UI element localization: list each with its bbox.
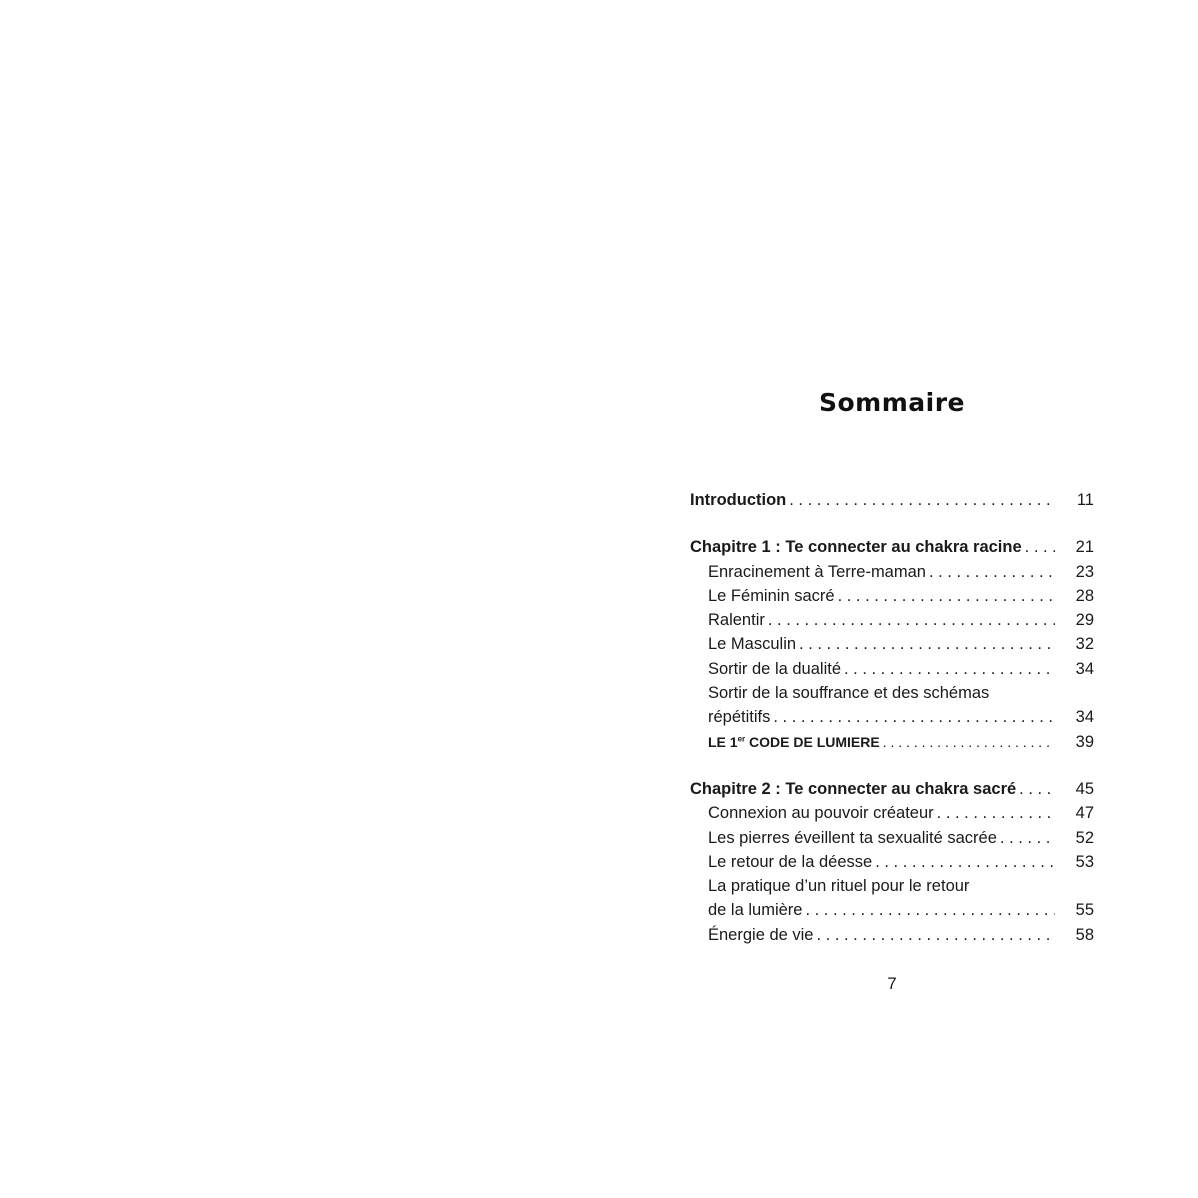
toc-page-number: 11 bbox=[1076, 491, 1094, 509]
dot-leader bbox=[929, 560, 1055, 584]
toc-entry bbox=[690, 801, 1094, 825]
toc-entry-label: Chapitre 1 : Te connecter au chakra racine bbox=[690, 538, 1022, 557]
toc-entry-label: La pratique d’un rituel pour le retour bbox=[708, 877, 970, 896]
toc-entry-label: répétitifs bbox=[708, 708, 771, 727]
dot-leader bbox=[844, 657, 1055, 681]
toc-page-number: 28 bbox=[1075, 586, 1094, 605]
toc-entry-label bbox=[708, 730, 880, 754]
dot-leader bbox=[805, 898, 1055, 922]
toc-entry-label: Enracinement à Terre-maman bbox=[708, 562, 926, 581]
dot-leader bbox=[875, 850, 1055, 874]
toc-entry bbox=[690, 705, 1094, 729]
toc-entry-label: Chapitre 2 : Te connecter au chakra sacré bbox=[690, 779, 1017, 798]
dot-leader bbox=[789, 488, 1055, 512]
dot-leader bbox=[883, 730, 1055, 754]
dot-leader bbox=[1025, 535, 1055, 559]
toc-entry bbox=[690, 560, 1094, 584]
toc-entry-label: Ralentir bbox=[708, 611, 765, 630]
table-of-contents bbox=[690, 488, 1094, 947]
dot-leader bbox=[937, 801, 1055, 825]
toc-chapter-entry bbox=[690, 777, 1094, 801]
section-gap bbox=[690, 754, 1094, 777]
dot-leader bbox=[799, 632, 1055, 656]
toc-entry bbox=[690, 657, 1094, 681]
section-gap bbox=[690, 512, 1094, 535]
toc-entry-label: Le retour de la déesse bbox=[708, 852, 873, 871]
toc-entry-label: de la lumière bbox=[708, 901, 803, 920]
toc-entry-label: Sortir de la souffrance et des schémas bbox=[708, 684, 990, 703]
toc-entry bbox=[690, 826, 1094, 850]
toc-page-number: 47 bbox=[1075, 804, 1094, 823]
toc-entry-label: Le Masculin bbox=[708, 635, 797, 654]
toc-page-number: 23 bbox=[1075, 562, 1094, 581]
toc-page-number: 53 bbox=[1075, 852, 1094, 871]
toc-entry bbox=[690, 874, 1094, 898]
toc-entry-label: Les pierres éveillent ta sexualité sacrée bbox=[708, 828, 997, 847]
toc-entry bbox=[690, 632, 1094, 656]
page-number: 7 bbox=[887, 974, 897, 993]
toc-chapter-entry bbox=[690, 488, 1094, 512]
toc-page-number: 34 bbox=[1075, 708, 1094, 727]
dot-leader bbox=[838, 584, 1055, 608]
dot-leader bbox=[817, 923, 1056, 947]
toc-entry-label: Introduction bbox=[690, 491, 787, 509]
toc-entry-label: Connexion au pouvoir créateur bbox=[708, 804, 934, 823]
toc-entry-label: Énergie de vie bbox=[708, 925, 814, 944]
toc-entry-label: Le Féminin sacré bbox=[708, 586, 835, 605]
toc-entry bbox=[690, 850, 1094, 874]
toc-page-number: 34 bbox=[1075, 659, 1094, 678]
toc-entry bbox=[690, 730, 1094, 754]
toc-entry-label: Sortir de la dualité bbox=[708, 659, 841, 678]
toc-page-number: 29 bbox=[1075, 611, 1094, 630]
toc-entry bbox=[690, 584, 1094, 608]
toc-page-number: 39 bbox=[1075, 732, 1094, 751]
toc-entry bbox=[690, 608, 1094, 632]
toc-chapter-entry bbox=[690, 535, 1094, 559]
ordinal-superscript: er bbox=[737, 734, 746, 744]
toc-entry bbox=[690, 898, 1094, 922]
page-title: Sommaire bbox=[818, 388, 965, 417]
toc-entry bbox=[690, 923, 1094, 947]
toc-page-number: 52 bbox=[1075, 828, 1094, 847]
dot-leader bbox=[1019, 777, 1055, 801]
toc-page-number: 21 bbox=[1075, 538, 1094, 557]
dot-leader bbox=[768, 608, 1055, 632]
dot-leader bbox=[773, 705, 1055, 729]
toc-entry bbox=[690, 681, 1094, 705]
toc-page-number: 45 bbox=[1075, 779, 1094, 798]
toc-entry-label-part: LE 1 bbox=[708, 733, 738, 750]
toc-page-number: 32 bbox=[1075, 635, 1094, 654]
toc-page-number: 58 bbox=[1075, 925, 1094, 944]
dot-leader bbox=[1000, 826, 1055, 850]
toc-page-number: 55 bbox=[1075, 901, 1094, 920]
toc-entry-label-part: CODE DE LUMIERE bbox=[745, 733, 880, 750]
